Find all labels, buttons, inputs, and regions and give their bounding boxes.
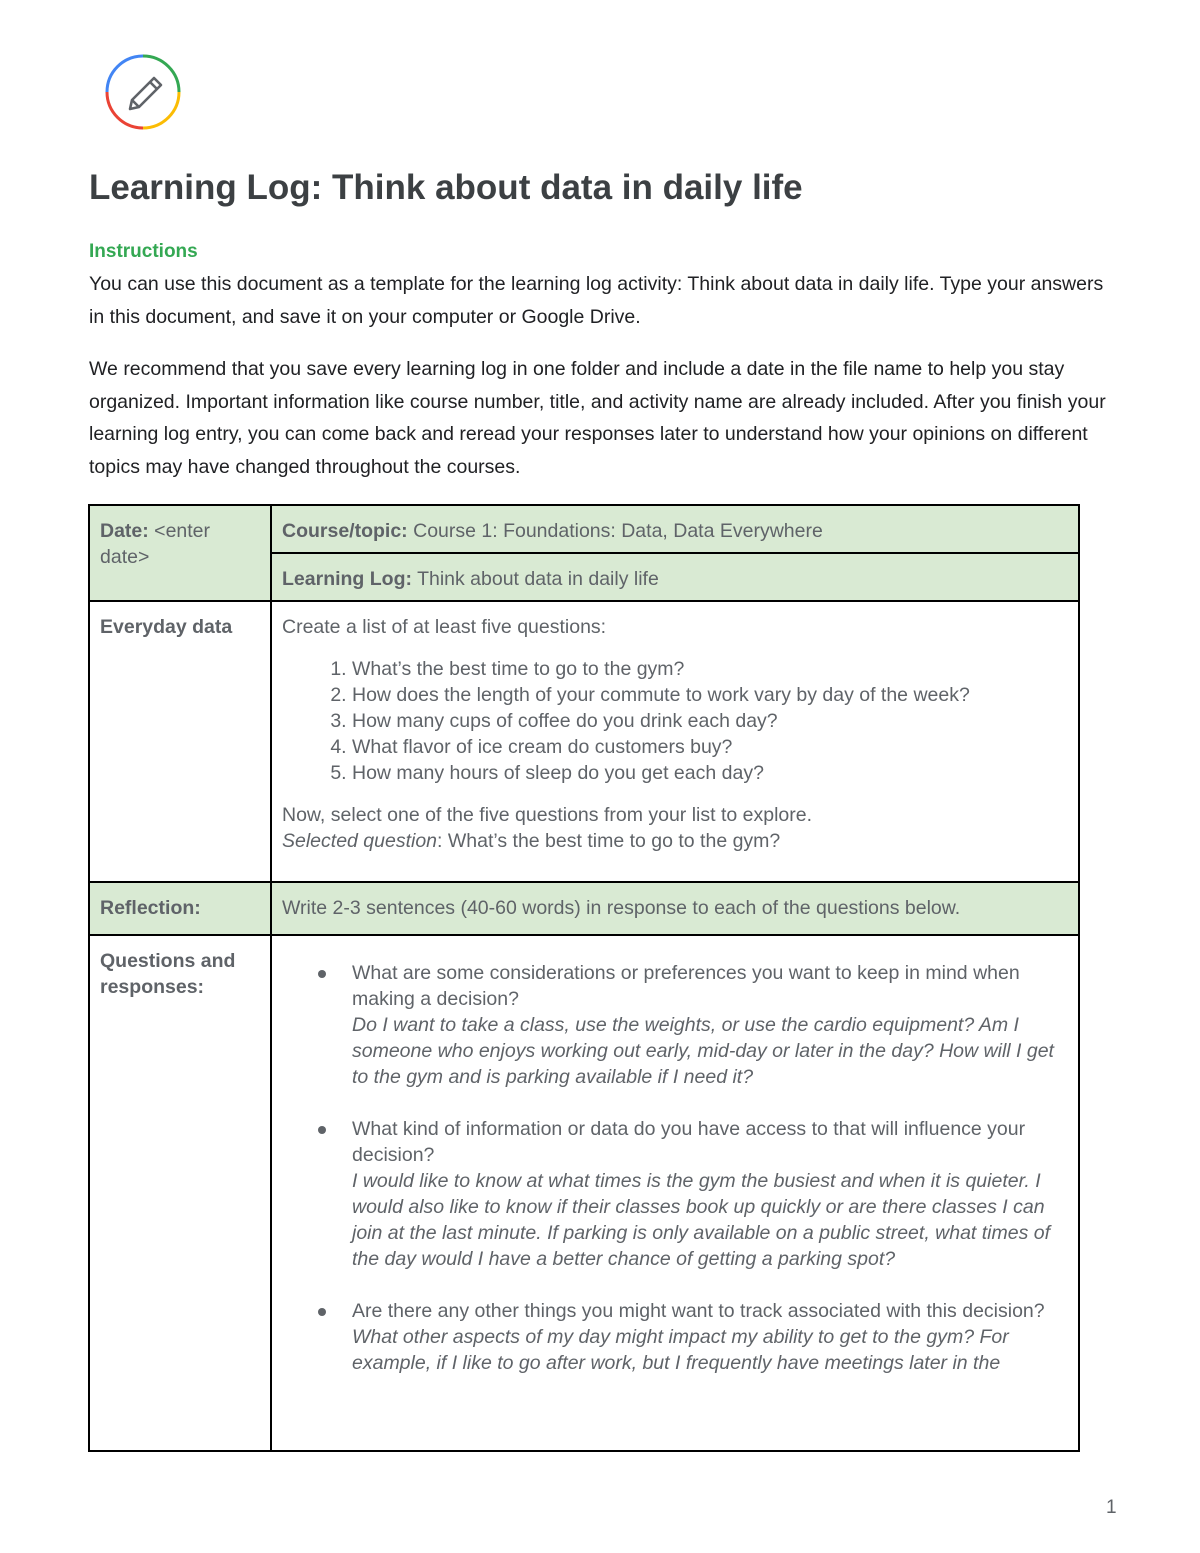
everyday-data-label: Everyday data: [100, 616, 233, 638]
list-item: [352, 1116, 1068, 1272]
learning-log-label: Learning Log:: [282, 568, 412, 590]
list-item: 5. How many hours of sleep do you get each day?: [352, 760, 1068, 786]
reflection-label-cell: [89, 882, 271, 935]
list-item: [352, 1298, 1068, 1376]
questions-responses-label-cell: [89, 935, 271, 1451]
list-item: 3. How many cups of coffee do you drink each day?: [352, 708, 1068, 734]
selected-question-value: : What’s the best time to go to the gym?: [437, 830, 781, 852]
reflection-answer[interactable]: What other aspects of my day might impact my ability to get to the gym? For example, if I like to go after work, but I frequently have meetings later in the: [352, 1326, 1009, 1374]
list-item: [352, 960, 1068, 1090]
reflection-text: Write 2-3 sentences (40-60 words) in response to each of the questions below.: [282, 897, 961, 919]
reflection-cell: [271, 882, 1079, 935]
reflection-answer[interactable]: I would like to know at what times is the gym the busiest and when it is quieter. I would also like to know if their classes book up quickly or are there classes I can join at the last minute. If parking is only available on a public street, what times of the day would I have a better chance of getting a parking spot?: [352, 1170, 1051, 1270]
everyday-data-label-cell: [89, 601, 271, 882]
date-value: <enter date>: [100, 520, 211, 568]
pencil-logo-icon: [104, 53, 182, 131]
instructions-paragraph-2: We recommend that you save every learning log in one folder and include a date in the file name to help you stay organized. Important information like course number, title, and activity name are already included. After you finish your learning log entry, you can come back and reread your responses later to understand how your opinions on different topics may have changed throughout the courses.: [89, 358, 1106, 478]
reflection-label: Reflection:: [100, 897, 201, 919]
list-item: 2. How does the length of your commute to work vary by day of the week?: [352, 682, 1068, 708]
list-item: 1. What’s the best time to go to the gym?: [352, 656, 1068, 682]
page-number: 1: [1106, 1497, 1117, 1518]
reflection-question: What kind of information or data do you have access to that will influence your decision?: [352, 1118, 1026, 1166]
everyday-data-cell[interactable]: [271, 601, 1079, 882]
selected-question: [282, 828, 1068, 854]
course-value: Course 1: Foundations: Data, Data Everywhere: [407, 520, 823, 542]
selected-question-label: Selected question: [282, 830, 438, 852]
questions-responses-cell[interactable]: [271, 935, 1079, 1451]
date-label: Date:: [100, 520, 149, 542]
reflection-question: What are some considerations or preferences you want to keep in mind when making a decision?: [352, 962, 1020, 1010]
instructions-paragraph-1: You can use this document as a template for the learning log activity: Think about data in daily life. Type your answers in this document, and save it on your computer or Google Drive.: [89, 273, 1104, 328]
reflection-answer[interactable]: Do I want to take a class, use the weights, or use the cardio equipment? Am I someone who enjoys working out early, mid-day or later in the day? How will I get to the gym and is parking available if I need it?: [352, 1014, 1054, 1088]
list-item: 4. What flavor of ice cream do customers buy?: [352, 734, 1068, 760]
questions-responses-label: Questions and responses:: [100, 950, 236, 998]
course-cell: [271, 505, 1079, 553]
course-label: Course/topic:: [282, 520, 408, 542]
select-instruction: Now, select one of the five questions from your list to explore.: [282, 804, 813, 826]
everyday-intro: Create a list of at least five questions:: [282, 616, 607, 638]
bullet-icon: [318, 1308, 326, 1316]
reflection-questions-list: [282, 960, 1068, 1376]
questions-list: [282, 656, 1068, 786]
page-title: Learning Log: Think about data in daily life: [89, 168, 803, 207]
date-cell[interactable]: [89, 505, 271, 601]
reflection-question: Are there any other things you might want to track associated with this decision?: [352, 1300, 1045, 1322]
learning-log-value: Think about data in daily life: [412, 568, 659, 590]
instructions-heading: Instructions: [89, 241, 198, 262]
bullet-icon: [318, 1126, 326, 1134]
bullet-icon: [318, 970, 326, 978]
learning-log-cell: [271, 553, 1079, 601]
learning-log-table: [88, 504, 1080, 1452]
